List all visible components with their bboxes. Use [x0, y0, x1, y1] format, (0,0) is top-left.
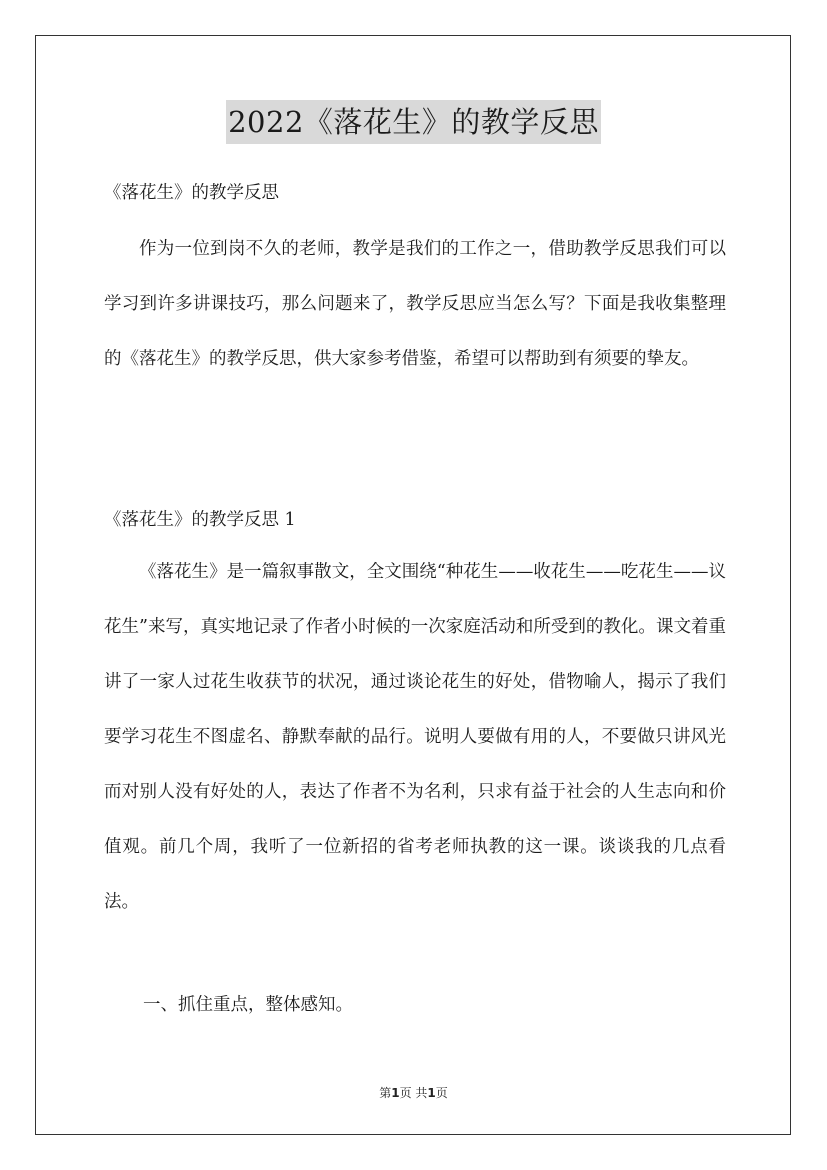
document-subtitle: 《落花生》的教学反思	[104, 183, 279, 203]
point-one-heading: 一、抓住重点，整体感知。	[143, 995, 353, 1015]
footer-page-mid: 页 共	[399, 1086, 428, 1100]
page-footer	[0, 1084, 827, 1101]
intro-paragraph: 作为一位到岗不久的老师，教学是我们的工作之一，借助教学反思我们可以学习到许多讲课技巧，那么问题来了，教学反思应当怎么写？下面是我收集整理的《落花生》的教学反思，供大家参考借鉴，希望可以帮助到有须要的挚友。	[104, 239, 726, 369]
section-paragraph: 《落花生》是一篇叙事散文，全文围绕“种花生——收花生——吃花生——议花生”来写，真实地记录了作者小时候的一次家庭活动和所受到的教化。课文着重讲了一家人过花生收获节的状况，通过谈论花生的好处，借物喻人，揭示了我们要学习花生不图虚名、静默奉献的品行。说明人要做有用的人，不要做只讲风光 而对别人没有好处的人，表达了作者不为名利，只求有益于社会的人生志向和价值观。前几个周，我听了一位新招的省考老师执教的这一课。谈谈我的几点看法。	[104, 562, 726, 912]
footer-page-suffix: 页	[435, 1086, 448, 1100]
section-heading: 《落花生》的教学反思 1	[104, 510, 296, 530]
title-container	[0, 100, 827, 144]
footer-page-total: 1	[427, 1086, 436, 1100]
footer-page-number: 1	[391, 1086, 400, 1100]
document-title: 2022《落花生》的教学反思	[226, 100, 601, 144]
footer-page-prefix: 第	[379, 1086, 392, 1100]
